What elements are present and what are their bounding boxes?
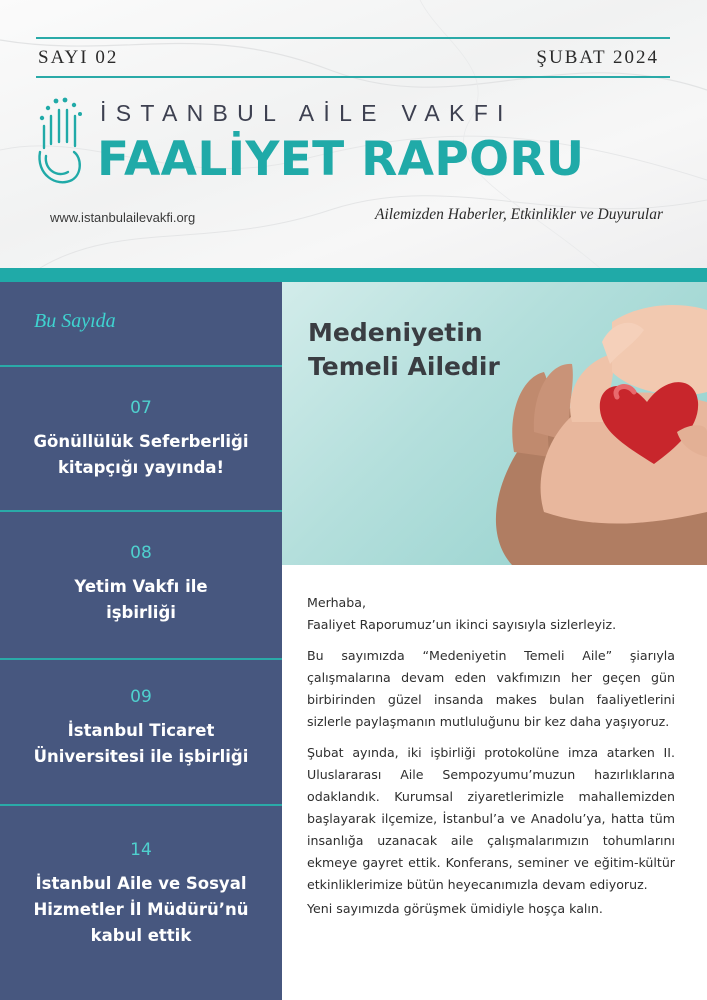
- toc-item[interactable]: [0, 687, 282, 770]
- toc-page-number: 09: [130, 687, 152, 707]
- article-paragraph: Şubat ayında, iki işbirliği protokolüne imza atarken II. Uluslararası Aile Sempozyumu’muzun hazırlıklarına odaklandık. Kurumsal ziyaretlerimizle mahallemizden başlayarak ilçemize, İstanbul’a ve Anadolu’ya, hatta tüm insanlığa uzanacak aile çalışmalarımızın tohumlarını ekmeye gayret ettik. Konferans, seminer ve eğitim-kültür etkinliklerimize bütün heyecanımızla devam ediyoruz.: [307, 745, 675, 892]
- feature-photo: [282, 282, 707, 565]
- toc-divider: [0, 804, 282, 806]
- bottom-rule: [36, 76, 670, 78]
- masthead: [0, 0, 707, 268]
- article-paragraph: Bu sayımızda “Medeniyetin Temeli Aile” şiarıyla çalışmalarına devam eden vakfımızın her geçen gün birbirinden güzel insanda makes bulan faaliyetlerini sizlerle paylaşmanın mutluluğunu bir kez daha yaşıyoruz.: [307, 648, 675, 729]
- report-title: FAALİYET RAPORU: [97, 132, 585, 187]
- toc-divider: [0, 365, 282, 367]
- toc-heading: Bu Sayıda: [34, 310, 116, 332]
- table-of-contents: [0, 282, 282, 1000]
- foundation-logo: [34, 96, 86, 190]
- tagline: Ailemizden Haberler, Etkinlikler ve Duyurular: [375, 206, 663, 223]
- header-divider-band: [0, 268, 707, 282]
- toc-page-number: 07: [130, 398, 152, 418]
- toc-item[interactable]: [0, 543, 282, 626]
- issue-number: SAYI 02: [38, 47, 119, 68]
- greeting-line: Merhaba,: [307, 595, 366, 610]
- organization-name: İSTANBUL AİLE VAKFI: [100, 100, 513, 126]
- closing-line: Yeni sayımızda görüşmek ümidiyle hoşça kalın.: [307, 901, 603, 916]
- toc-item-title: Gönüllülük Seferberliği kitapçığı yayında!: [33, 432, 249, 477]
- toc-item[interactable]: [0, 398, 282, 481]
- toc-item-title: İstanbul Aile ve Sosyal Hizmetler İl Müdürü’nü kabul ettik: [33, 874, 249, 945]
- toc-divider: [0, 658, 282, 660]
- website-link[interactable]: www.istanbulailevakfi.org: [50, 210, 196, 225]
- issue-date: ŞUBAT 2024: [536, 47, 659, 68]
- toc-item-title: İstanbul Ticaret Üniversitesi ile işbirliği: [33, 721, 249, 766]
- toc-item-title: Yetim Vakfı ile işbirliği: [74, 577, 208, 622]
- toc-page-number: 14: [130, 840, 152, 860]
- toc-divider: [0, 510, 282, 512]
- feature-title: Medeniyetin Temeli Ailedir: [308, 318, 500, 381]
- intro-line: Faaliyet Raporumuz’un ikinci sayısıyla sizlerleyiz.: [307, 617, 617, 632]
- toc-page-number: 08: [130, 543, 152, 563]
- editorial-article: [307, 592, 675, 920]
- toc-item[interactable]: [0, 840, 282, 949]
- top-rule: [36, 37, 670, 39]
